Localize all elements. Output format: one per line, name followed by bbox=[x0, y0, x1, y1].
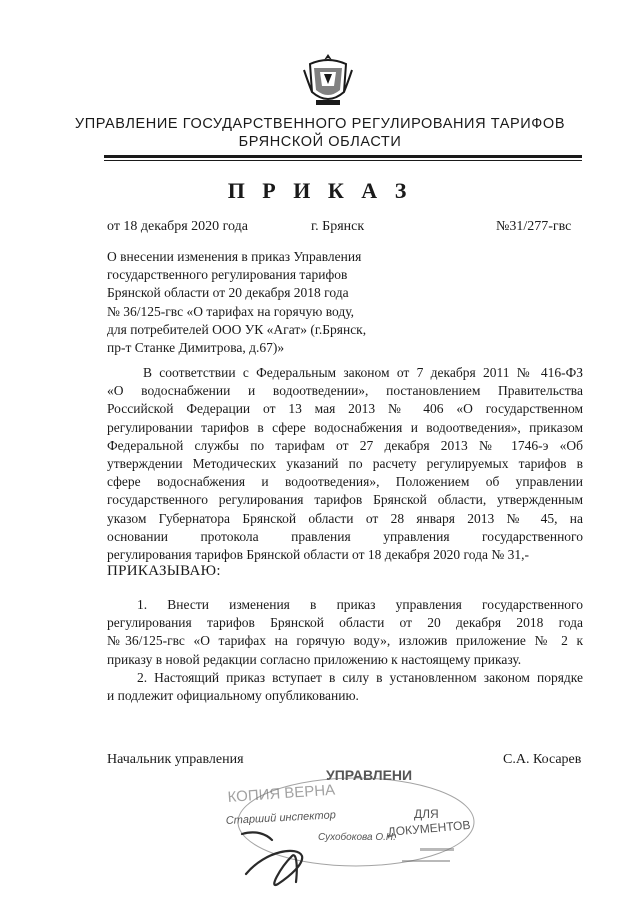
document-date: от 18 декабря 2020 года bbox=[107, 219, 248, 234]
subject-line: О внесении изменения в приказ Управления bbox=[107, 249, 362, 264]
document-city: г. Брянск bbox=[311, 219, 365, 234]
stamp-text: УПРАВЛЕНИ bbox=[326, 767, 413, 783]
preamble-line: государственного регулирования тарифов Брянской области, утвержденным bbox=[107, 492, 583, 508]
copy-certified-stamp bbox=[206, 764, 476, 900]
stamp-text: Сухобокова О.Н. bbox=[318, 832, 396, 843]
coat-of-arms-icon bbox=[302, 52, 354, 108]
document-number: №31/277-гвс bbox=[496, 219, 572, 234]
agency-name-line2: БРЯНСКОЙ ОБЛАСТИ bbox=[238, 134, 402, 150]
order-heading: ПРИКАЗЫВАЮ: bbox=[107, 563, 221, 579]
subject-line: государственного регулирования тарифов bbox=[107, 267, 348, 283]
preamble-line: утверждении Методических указаний по расчету регулируемых тарифов в bbox=[107, 456, 583, 472]
preamble-paragraph bbox=[107, 364, 583, 564]
preamble-line: указом Губернатора Брянской области от 28 января 2013 № 45, на bbox=[107, 510, 583, 526]
subject-line: № 36/125-гвс «О тарифах на горячую воду, bbox=[107, 303, 355, 319]
header-rule-thin bbox=[104, 160, 582, 161]
subject-line: Брянской области от 20 декабря 2018 года bbox=[107, 285, 349, 301]
preamble-line: «О водоснабжении и водоотведении», постановлением Правительства bbox=[107, 383, 583, 399]
stamp-text: Старший инспектор bbox=[225, 809, 337, 827]
preamble-line: Федеральной службы по тарифам от 27 декабря 2013 № 1746-э «Об bbox=[107, 437, 583, 453]
preamble-line: В соответствии с Федеральным законом от 7 декабря 2011 № 416-ФЗ bbox=[143, 365, 583, 380]
agency-name-line1: УПРАВЛЕНИЕ ГОСУДАРСТВЕННОГО РЕГУЛИРОВАНИЯ ТАРИФОВ bbox=[74, 116, 566, 132]
stamp-text: ДОКУМЕНТОВ bbox=[387, 817, 471, 839]
signatory-position: Начальник управления bbox=[107, 752, 244, 767]
signatory-name: С.А. Косарев bbox=[503, 752, 582, 767]
order-item-1 bbox=[107, 596, 583, 669]
preamble-line: основании протокола правления управления государственного bbox=[107, 528, 583, 544]
preamble-line: сфере водоснабжения и водоотведения», Положением об управлении bbox=[107, 474, 583, 490]
preamble-line: регулировании тарифов в сфере водоснабжения и водоотведения», приказом bbox=[107, 419, 583, 435]
subject-line: пр-т Станке Димитрова, д.67)» bbox=[107, 340, 285, 356]
header-rule-thick bbox=[104, 155, 582, 158]
item-line: и подлежит официальному опубликованию. bbox=[107, 688, 359, 704]
item-line: 1. Внести изменения в приказ управления государственного bbox=[137, 597, 583, 612]
item-line: №36/125-гвс «О тарифах на горячую воду», изложив приложение № 2 к bbox=[107, 633, 583, 649]
subject-line: для потребителей ООО УК «Агат» (г.Брянск, bbox=[107, 321, 367, 337]
preamble-line: Российской Федерации от 13 мая 2013 № 406 «О государственном bbox=[107, 401, 583, 417]
item-line: регулирования тарифов Брянской области от 20 декабря 2018 года bbox=[107, 615, 583, 631]
handwritten-signature bbox=[242, 832, 302, 885]
preamble-line: регулирования тарифов Брянской области от 18 декабря 2020 года № 31,- bbox=[107, 547, 529, 563]
item-line: приказу в новой редакции согласно приложению к настоящему приказу. bbox=[107, 651, 522, 667]
stamp-text: КОПИЯ ВЕРНА bbox=[227, 781, 336, 806]
stamp-text: ДЛЯ bbox=[414, 807, 439, 821]
order-item-2 bbox=[107, 669, 583, 705]
document-title: П Р И К А З bbox=[227, 178, 413, 203]
item-line: 2. Настоящий приказ вступает в силу в установленном законом порядке bbox=[137, 670, 583, 685]
document-subject bbox=[107, 248, 366, 357]
